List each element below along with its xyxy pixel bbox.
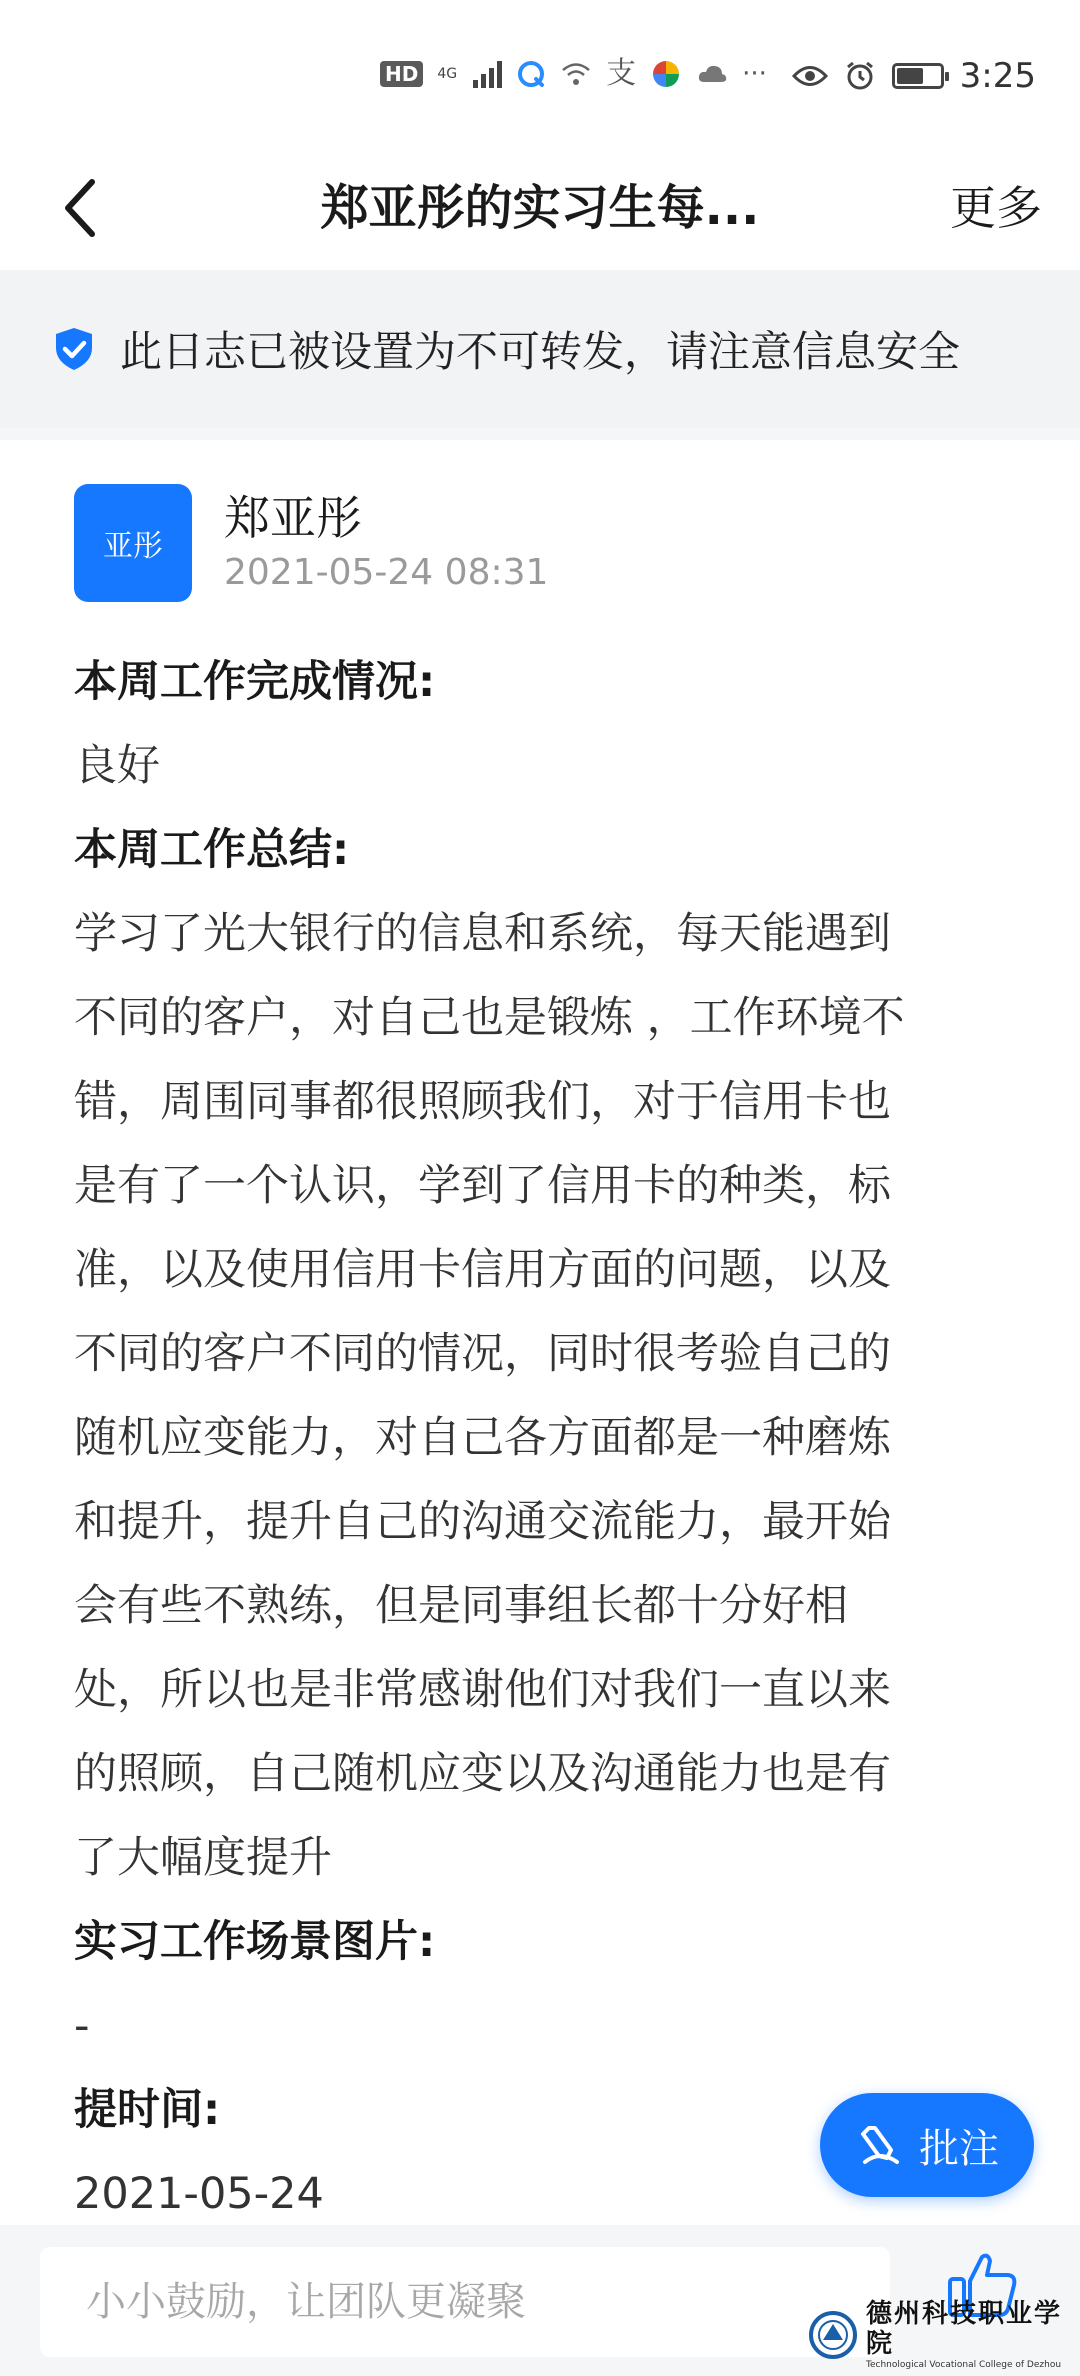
summary-line: 了大幅度提升 bbox=[74, 1833, 332, 1883]
status-bar bbox=[0, 0, 1080, 150]
author-name: 郑亚彤 bbox=[224, 491, 362, 545]
shield-check-icon bbox=[50, 325, 98, 373]
back-button[interactable] bbox=[40, 168, 120, 248]
summary-text bbox=[74, 892, 1014, 1900]
annotate-pen-icon bbox=[855, 2120, 905, 2170]
summary-line: 不同的客户不同的情况，同时很考验自己的 bbox=[74, 1329, 891, 1379]
more-dots-icon: ··· bbox=[742, 59, 767, 89]
battery-icon bbox=[892, 63, 944, 89]
summary-line: 会有些不熟练，但是同事组长都十分好相 bbox=[74, 1581, 848, 1631]
college-name-en: Technological Vocational College of Dezhou bbox=[866, 2360, 1062, 2370]
status-time: 3:25 bbox=[959, 56, 1036, 96]
wifi-icon bbox=[560, 59, 592, 89]
post-datetime: 2021-05-24 08:31 bbox=[224, 552, 549, 593]
notice-text: 此日志已被设置为不可转发，请注意信息安全 bbox=[120, 327, 961, 376]
chevron-left-icon bbox=[60, 178, 100, 238]
comment-input[interactable] bbox=[40, 2247, 890, 2357]
summary-label: 本周工作总结: bbox=[74, 825, 350, 875]
signal-icon bbox=[473, 60, 502, 88]
submit-time-value: 2021-05-24 bbox=[74, 2169, 324, 2219]
college-name bbox=[866, 2299, 1070, 2371]
college-seal-icon bbox=[808, 2310, 858, 2360]
summary-line: 错，周围同事都很照顾我们，对于信用卡也 bbox=[74, 1077, 891, 1127]
summary-line: 是有了一个认识，学到了信用卡的种类，标 bbox=[74, 1161, 891, 1211]
completion-label: 本周工作完成情况: bbox=[74, 657, 436, 707]
photos-value: - bbox=[74, 2001, 90, 2051]
pinwheel-icon bbox=[650, 58, 682, 90]
summary-line: 和提升，提升自己的沟通交流能力，最开始 bbox=[74, 1497, 891, 1547]
nav-header bbox=[0, 150, 1080, 270]
summary-line: 学习了光大银行的信息和系统，每天能遇到 bbox=[74, 909, 891, 959]
summary-line: 随机应变能力，对自己各方面都是一种磨炼 bbox=[74, 1413, 891, 1463]
summary-line: 准，以及使用信用卡信用方面的问题，以及 bbox=[74, 1245, 891, 1295]
cloud-icon bbox=[696, 62, 728, 86]
status-bar-right bbox=[792, 58, 1036, 94]
summary-line: 的照顾，自己随机应变以及沟通能力也是有 bbox=[74, 1749, 891, 1799]
submit-time-label: 提时间: bbox=[74, 2085, 221, 2135]
status-bar-left bbox=[380, 58, 767, 90]
alipay-icon: 支 bbox=[606, 56, 637, 91]
network-type: 4G bbox=[437, 66, 458, 82]
photos-label: 实习工作场景图片: bbox=[74, 1917, 436, 1967]
qq-browser-icon bbox=[516, 59, 546, 89]
alarm-icon bbox=[844, 60, 876, 92]
hd-badge: HD bbox=[380, 61, 423, 87]
college-name-cn: 德州科技职业学院 bbox=[866, 2299, 1063, 2359]
page-title: 郑亚彤的实习生每... bbox=[320, 180, 760, 236]
eye-icon bbox=[792, 63, 828, 89]
log-card bbox=[0, 440, 1080, 2225]
section-divider bbox=[0, 428, 1080, 440]
completion-value: 良好 bbox=[74, 741, 160, 791]
summary-line: 不同的客户，对自己也是锻炼 ，工作环境不 bbox=[74, 993, 905, 1043]
avatar[interactable]: 亚彤 bbox=[74, 484, 192, 602]
security-notice bbox=[0, 270, 1080, 428]
college-watermark bbox=[808, 2300, 1070, 2370]
summary-line: 处，所以也是非常感谢他们对我们一直以来 bbox=[74, 1665, 891, 1715]
log-content bbox=[74, 640, 1014, 2320]
annotate-button[interactable] bbox=[820, 2093, 1034, 2197]
more-button[interactable]: 更多 bbox=[950, 181, 1042, 235]
annotate-label: 批注 bbox=[919, 2125, 999, 2172]
